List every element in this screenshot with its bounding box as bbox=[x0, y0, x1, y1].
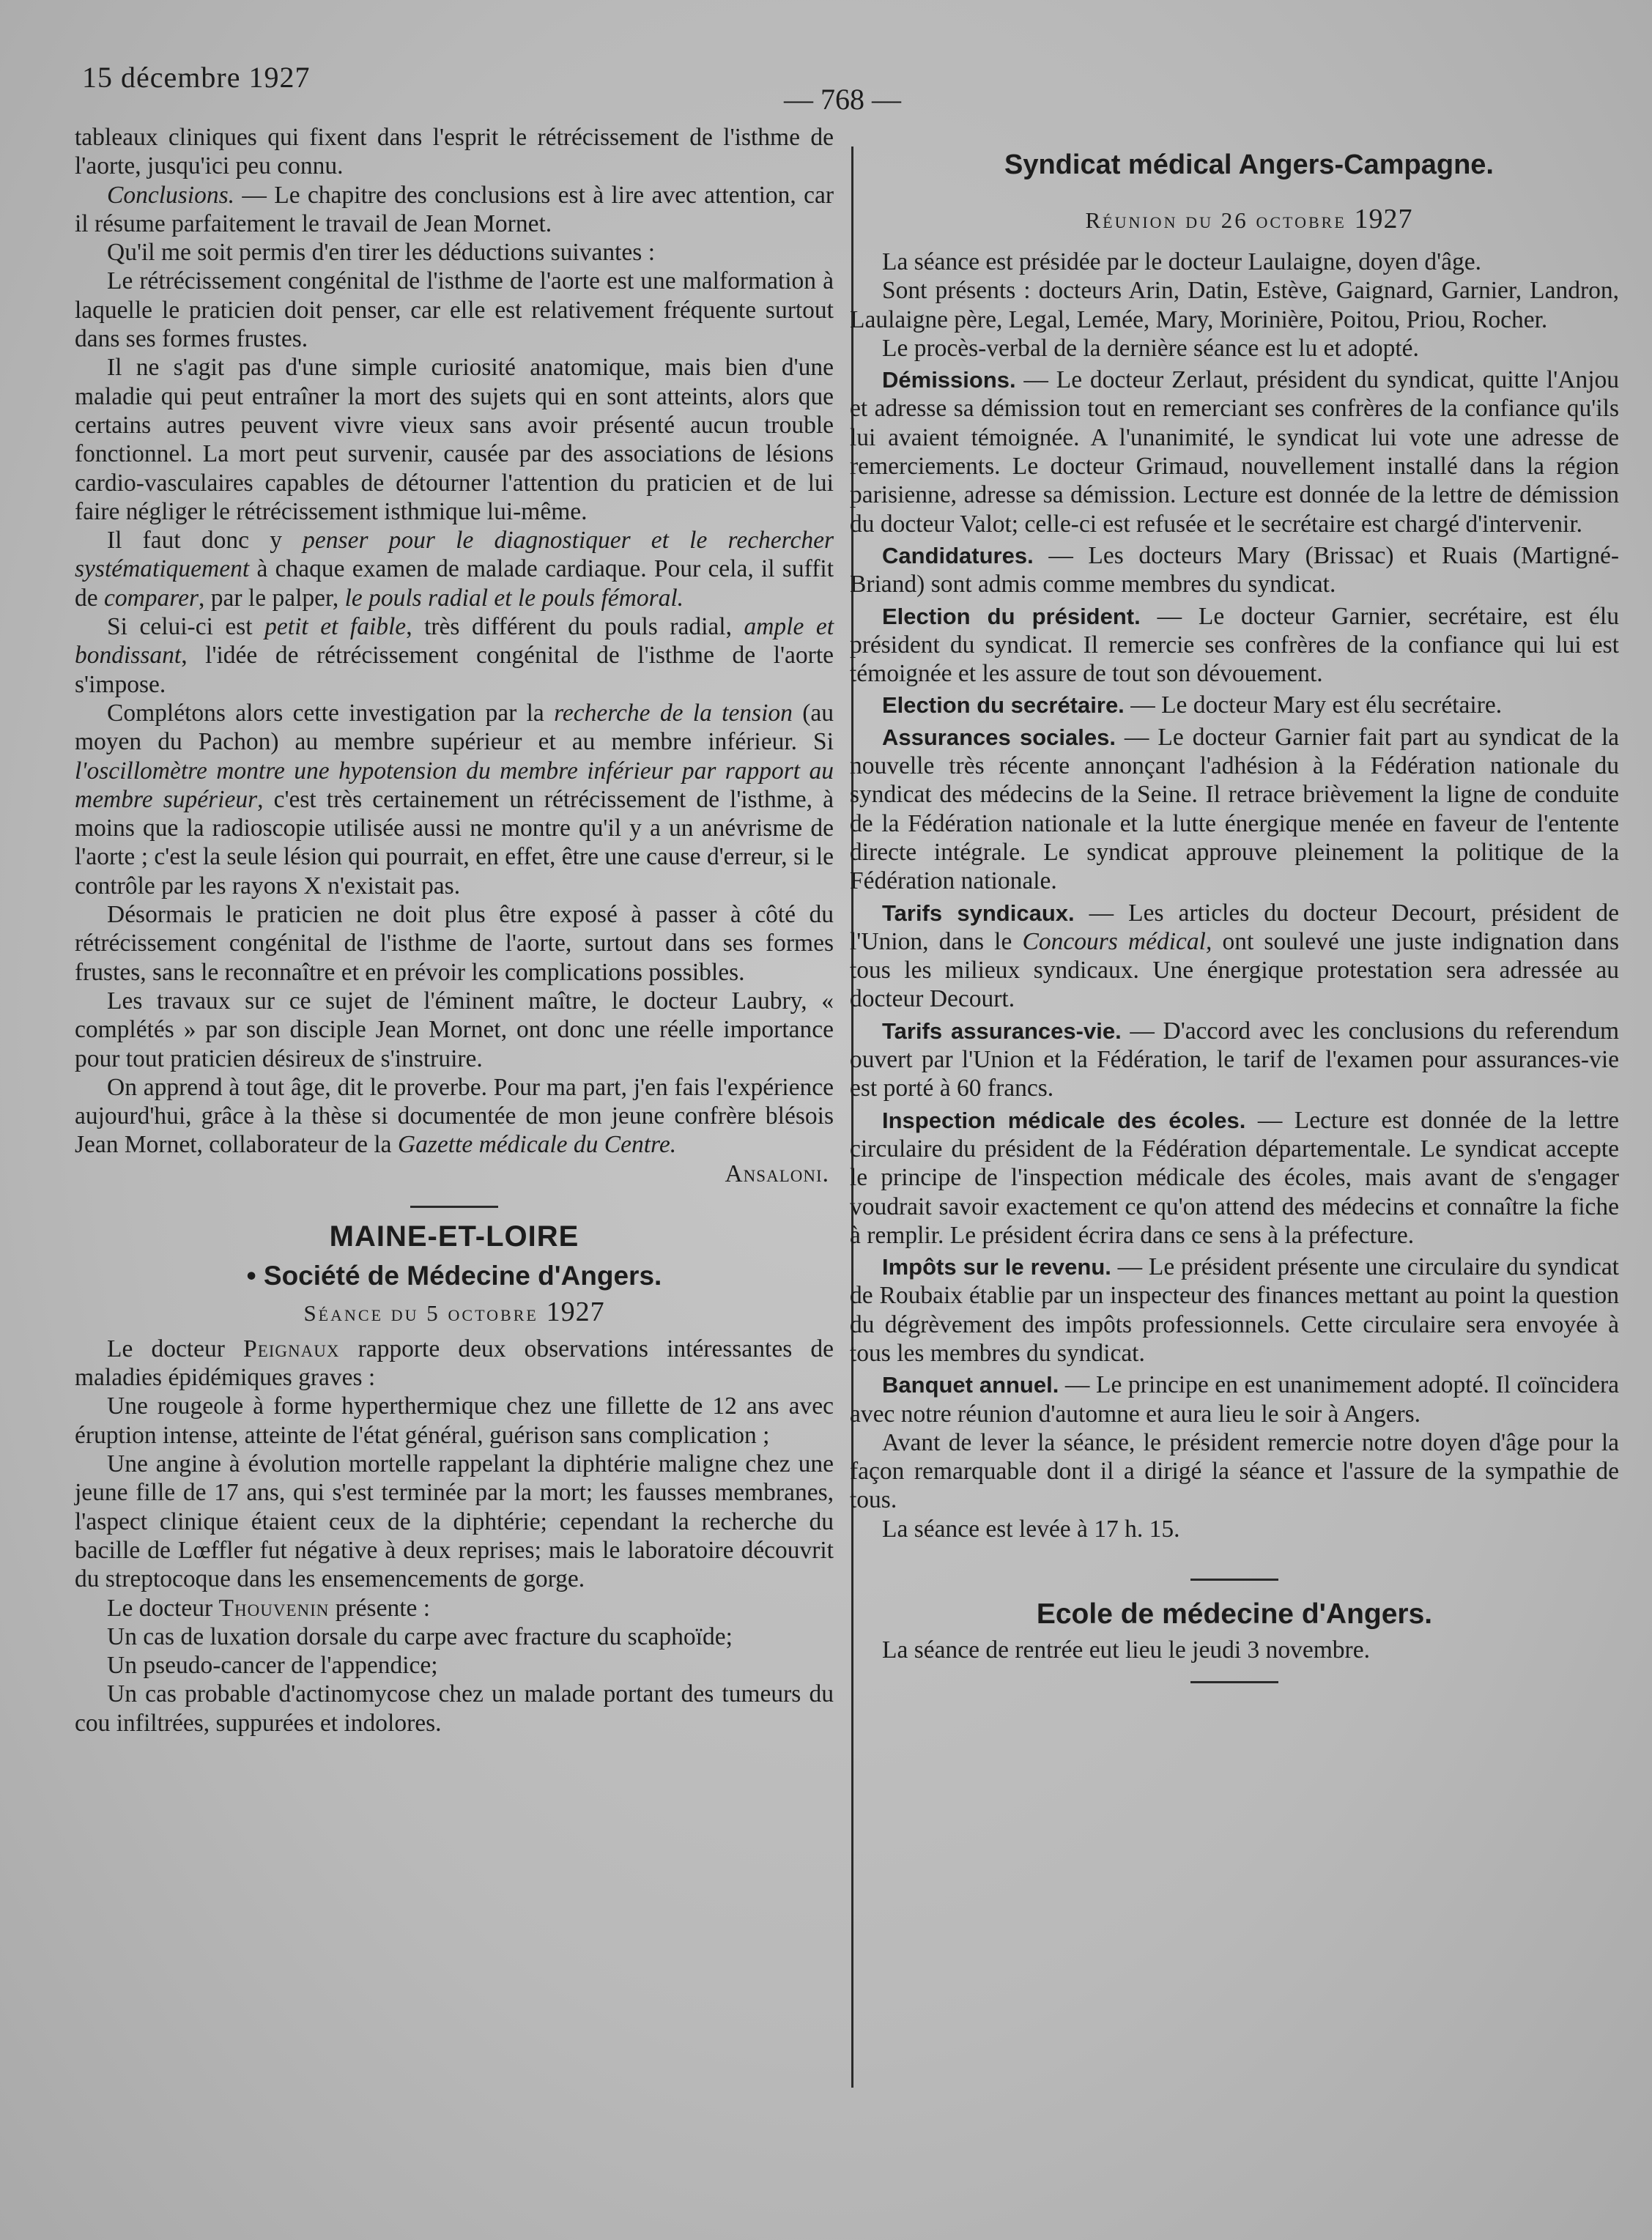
paragraph: Il faut donc y penser pour le diagnostiquer et le rechercher systématiquement à chaque examen de malade cardiaque. Pour cela, il suffit de comparer, par le palper, le pouls radial et le pouls fémoral. bbox=[75, 527, 834, 612]
paragraph-lead: Assurances sociales. bbox=[882, 724, 1116, 750]
paragraph-lead: Tarifs assurances-vie. bbox=[882, 1017, 1122, 1044]
paragraph: Qu'il me soit permis d'en tirer les déductions suivantes : bbox=[107, 239, 656, 267]
paragraph: tableaux cliniques qui fixent dans l'esprit le rétrécissement de l'isthme de l'aorte, jusqu'ici peu connu. bbox=[75, 124, 834, 180]
paragraph-lead: Conclusions. bbox=[107, 181, 235, 209]
paragraph: Complétons alors cette investigation par la recherche de la tension (au moyen du Pachon) au membre supérieur et au membre inférieur. Si l'oscillomètre montre une hypotension du membre inférieur par rapport au membre supérieur, c'est très certainement un rétrécissement de l'isthme, à moins que la radioscopie utilisée aussi ne montre qu'il y a un anévrisme de l'aorte ; c'est la seule lésion qui pourrait, en effet, être une cause d'erreur, si le contrôle par les rayons X n'existait pas. bbox=[75, 699, 834, 900]
paragraph: Un cas de luxation dorsale du carpe avec fracture du scaphoïde; bbox=[107, 1622, 733, 1650]
paragraph-lead: Démissions. bbox=[882, 367, 1016, 393]
doctor-name: Thouvenin bbox=[218, 1594, 330, 1622]
paragraph-lead: Candidatures. bbox=[882, 542, 1034, 568]
paragraph: Le rétrécissement congénital de l'isthme de l'aorte est une malformation à laquelle le praticien doit penser, car elle est relativement fréquente surtout dans ses formes frustes. bbox=[75, 267, 834, 353]
paragraph: Election du secrétaire. — Le docteur Mary est élu secrétaire. bbox=[882, 691, 1503, 719]
section-rule bbox=[1190, 1579, 1278, 1581]
paragraph: Les travaux sur ce sujet de l'éminent maître, le docteur Laubry, « complétés » par son disciple Jean Mornet, ont donc une réelle importance pour tout praticien désireux de s'instruire. bbox=[75, 987, 834, 1072]
paragraph: Un pseudo-cancer de l'appendice; bbox=[107, 1652, 438, 1680]
paragraph: Démissions. — Le docteur Zerlaut, président du syndicat, quitte l'Anjou et adresse sa démission tout en remerciant ses confrères de la confiance qu'ils lui avaient témoignée. A l'unanimité, le syndicat lui vote une adresse de remerciements. Le docteur Grimaud, nouvellement installé dans la région parisienne, adresse sa démission. Lecture est donnée de la lettre de démission du docteur Valot; celle-ci est refusée et le secrétaire est chargé d'intervenir. bbox=[850, 366, 1619, 538]
doctor-name: Peignaux bbox=[243, 1335, 340, 1362]
school-title: Ecole de médecine d'Angers. bbox=[1036, 1598, 1433, 1631]
paragraph: Un cas probable d'actinomycose chez un malade portant des tumeurs du cou infiltrées, suppurées et indolores. bbox=[75, 1680, 834, 1737]
paragraph: Avant de lever la séance, le président remercie notre doyen d'âge pour la façon remarquable dont il a dirigé la séance et l'assure de la sympathie de tous. bbox=[850, 1428, 1619, 1514]
paragraph-lead: Tarifs syndicaux. bbox=[882, 900, 1075, 926]
left-column bbox=[75, 123, 834, 1738]
paragraph: On apprend à tout âge, dit le proverbe. Pour ma part, j'en fais l'expérience aujourd'hui, grâce à la thèse si documentée de mon jeune confrère blésois Jean Mornet, collaborateur de la Gazette médicale du Centre. bbox=[75, 1073, 834, 1159]
section-title: MAINE-ET-LOIRE bbox=[329, 1220, 579, 1253]
page-number: — 768 — bbox=[784, 83, 901, 116]
society-title: • Société de Médecine d'Angers. bbox=[246, 1261, 662, 1291]
paragraph: Conclusions. — Le chapitre des conclusions est à lire avec attention, car il résume parfaitement le travail de Jean Mornet. bbox=[75, 181, 834, 237]
paragraph: Election du président. — Le docteur Garnier, secrétaire, est élu président du syndicat. Il remercie ses confrères de la confiance qui lui est témoignée et les assure de tout son dévouement. bbox=[850, 602, 1619, 688]
paragraph: Il ne s'agit pas d'une simple curiosité anatomique, mais bien d'une maladie qui peut entraîner la mort des sujets qui en sont atteints, alors que certains autres peuvent vivre vieux sans avoir présenté aucun trouble fonctionnel. La mort peut survenir, causée par des associations de lésions cardio-vasculaires capables de détourner l'attention du praticien et de lui faire négliger le rétrécissement isthmique lui-même. bbox=[75, 354, 834, 525]
right-column bbox=[850, 248, 1619, 1698]
paragraph: La séance est levée à 17 h. 15. bbox=[882, 1515, 1180, 1543]
paragraph: Si celui-ci est petit et faible, très différent du pouls radial, ample et bondissant, l'idée de rétrécissement congénital de l'isthme de l'aorte s'impose. bbox=[75, 613, 834, 698]
paragraph-lead: Election du président. bbox=[882, 603, 1141, 629]
paragraph: Impôts sur le revenu. — Le président présente une circulaire du syndicat de Roubaix établie par un inspecteur des finances mettant au point la question du dégrèvement des impôts professionnels. Cette circulaire sera envoyée à tous les membres du syndicat. bbox=[850, 1253, 1619, 1367]
section-rule bbox=[1190, 1681, 1278, 1683]
paragraph: Tarifs syndicaux. — Les articles du docteur Decourt, président de l'Union, dans le Concours médical, ont soulevé une juste indignation dans tous les milieux syndicaux. Une énergique protestation sera adressée au docteur Decourt. bbox=[850, 899, 1620, 1013]
paragraph: Banquet annuel. — Le principe en est unanimement adopté. Il coïncidera avec notre réunion d'automne et aura lieu le soir à Angers. bbox=[850, 1371, 1619, 1428]
meeting-date: Réunion du 26 octobre 1927 bbox=[1085, 204, 1413, 234]
paragraph: Une rougeole à forme hyperthermique chez une fillette de 12 ans avec éruption intense, atteinte de l'état général, guérison sans complication ; bbox=[75, 1392, 834, 1449]
paragraph-lead: Election du secrétaire. bbox=[882, 692, 1125, 719]
right-column-heading bbox=[879, 144, 1619, 242]
paragraph-lead: Inspection médicale des écoles. bbox=[882, 1107, 1246, 1133]
paragraph: Désormais le praticien ne doit plus être exposé à passer à côté du rétrécissement congénital de l'isthme de l'aorte, surtout dans ses formes frustes, sans le reconnaître et en prévoir les complications possibles. bbox=[75, 901, 834, 986]
paragraph: Sont présents : docteurs Arin, Datin, Estève, Gaignard, Garnier, Landron, Laulaigne père, Legal, Lemée, Mary, Morinière, Poitou, Priou, Rocher. bbox=[850, 277, 1619, 333]
paragraph: Le docteur Thouvenin présente : bbox=[107, 1594, 431, 1622]
paragraph: Candidatures. — Les docteurs Mary (Brissac) et Ruais (Martigné-Briand) sont admis comme membres du syndicat. bbox=[850, 541, 1619, 598]
paragraph: Assurances sociales. — Le docteur Garnier fait part au syndicat de la nouvelle très récente annonçant l'adhésion à la Fédération nationale du syndicat des médecins de la Seine. Il retrace brièvement la ligne de conduite de la Fédération nationale et la lutte énergique menée en faveur de l'entente directe intégrale. Le syndicat approuve pleinement la politique de la Fédération nationale. bbox=[850, 723, 1619, 895]
paragraph: La séance est présidée par le docteur Laulaigne, doyen d'âge. bbox=[882, 248, 1482, 275]
paragraph: Inspection médicale des écoles. — Lecture est donnée de la lettre circulaire du président de la Fédération départementale. Le syndicat accepte le principe de l'inspection médicale des écoles, mais avant de s'engager voudrait savoir exactement ce qu'on attend des médecins et connaître la fiche à remplir. Le président écrira dans ce sens à la préfecture. bbox=[850, 1106, 1619, 1249]
paragraph: La séance de rentrée eut lieu le jeudi 3 novembre. bbox=[882, 1636, 1370, 1664]
paragraph-lead: Impôts sur le revenu. bbox=[882, 1254, 1111, 1280]
session-date: Séance du 5 octobre 1927 bbox=[303, 1296, 605, 1327]
paragraph: Une angine à évolution mortelle rappelant la diphtérie maligne chez une jeune fille de 17 ans, qui s'est terminée par la mort; les fausses membranes, l'aspect clinique étaient ceux de la diphtérie; cependant la recherche du bacille de Lœffler fut négative à deux reprises; mais le laboratoire découvrit du streptocoque dans les ensemencements de gorge. bbox=[75, 1450, 834, 1593]
paragraph: Tarifs assurances-vie. — D'accord avec les conclusions du referendum ouvert par l'Union et la Fédération, le tarif de l'examen pour assurances-vie est porté à 60 francs. bbox=[850, 1017, 1619, 1102]
syndicate-title: Syndicat médical Angers-Campagne. bbox=[1004, 149, 1494, 180]
paragraph: Le procès-verbal de la dernière séance est lu et adopté. bbox=[882, 334, 1419, 362]
paragraph: Le docteur Peignaux rapporte deux observations intéressantes de maladies épidémiques graves : bbox=[75, 1335, 834, 1392]
paragraph-lead: Banquet annuel. bbox=[882, 1372, 1059, 1398]
author-signature: Ansaloni. bbox=[725, 1160, 829, 1187]
section-rule bbox=[410, 1206, 498, 1208]
issue-date: 15 décembre 1927 bbox=[82, 61, 311, 94]
